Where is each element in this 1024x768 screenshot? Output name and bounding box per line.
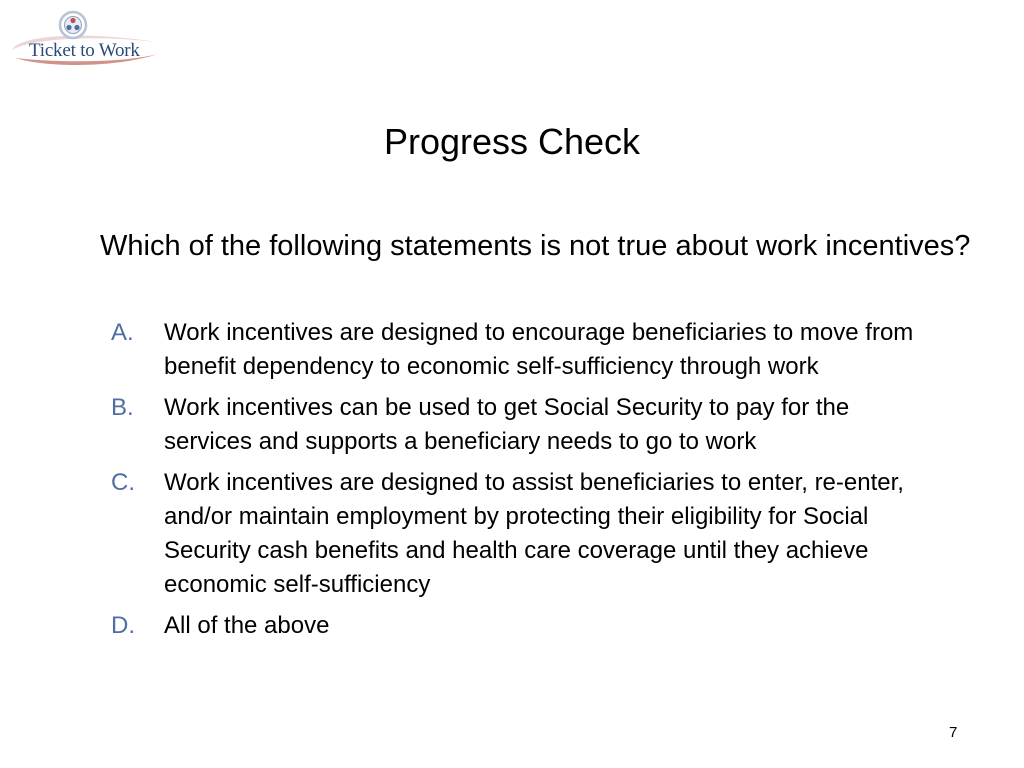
answer-option-d: [111, 609, 941, 643]
option-text: Work incentives can be used to get Social Security to pay for the services and supports a beneficiary needs to go to work: [164, 394, 850, 455]
option-text: All of the above: [164, 612, 330, 639]
ticket-to-work-emblem-icon: [8, 6, 164, 72]
option-text: Work incentives are designed to encourage beneficiaries to move from benefit dependency to economic self-sufficiency through work: [164, 319, 914, 380]
answer-option-c: [111, 466, 941, 602]
answer-options-list: [111, 316, 941, 650]
option-letter: B.: [111, 394, 134, 421]
answer-option-a: [111, 316, 941, 384]
page-number: 7: [949, 724, 958, 741]
ticket-to-work-logo: [8, 6, 164, 72]
answer-option-b: [111, 391, 941, 459]
logo-text: Ticket to Work: [29, 40, 140, 61]
question-text: Which of the following statements is not true about work incentives?: [100, 230, 971, 262]
option-letter: A.: [111, 319, 134, 346]
option-letter: C.: [111, 469, 135, 496]
slide-title: Progress Check: [383, 121, 641, 162]
option-text: Work incentives are designed to assist beneficiaries to enter, re-enter, and/or maintain employment by protecting their eligibility for Social Security cash benefits and health care coverage until they achieve economic self-sufficiency: [164, 469, 904, 598]
option-letter: D.: [111, 612, 135, 639]
